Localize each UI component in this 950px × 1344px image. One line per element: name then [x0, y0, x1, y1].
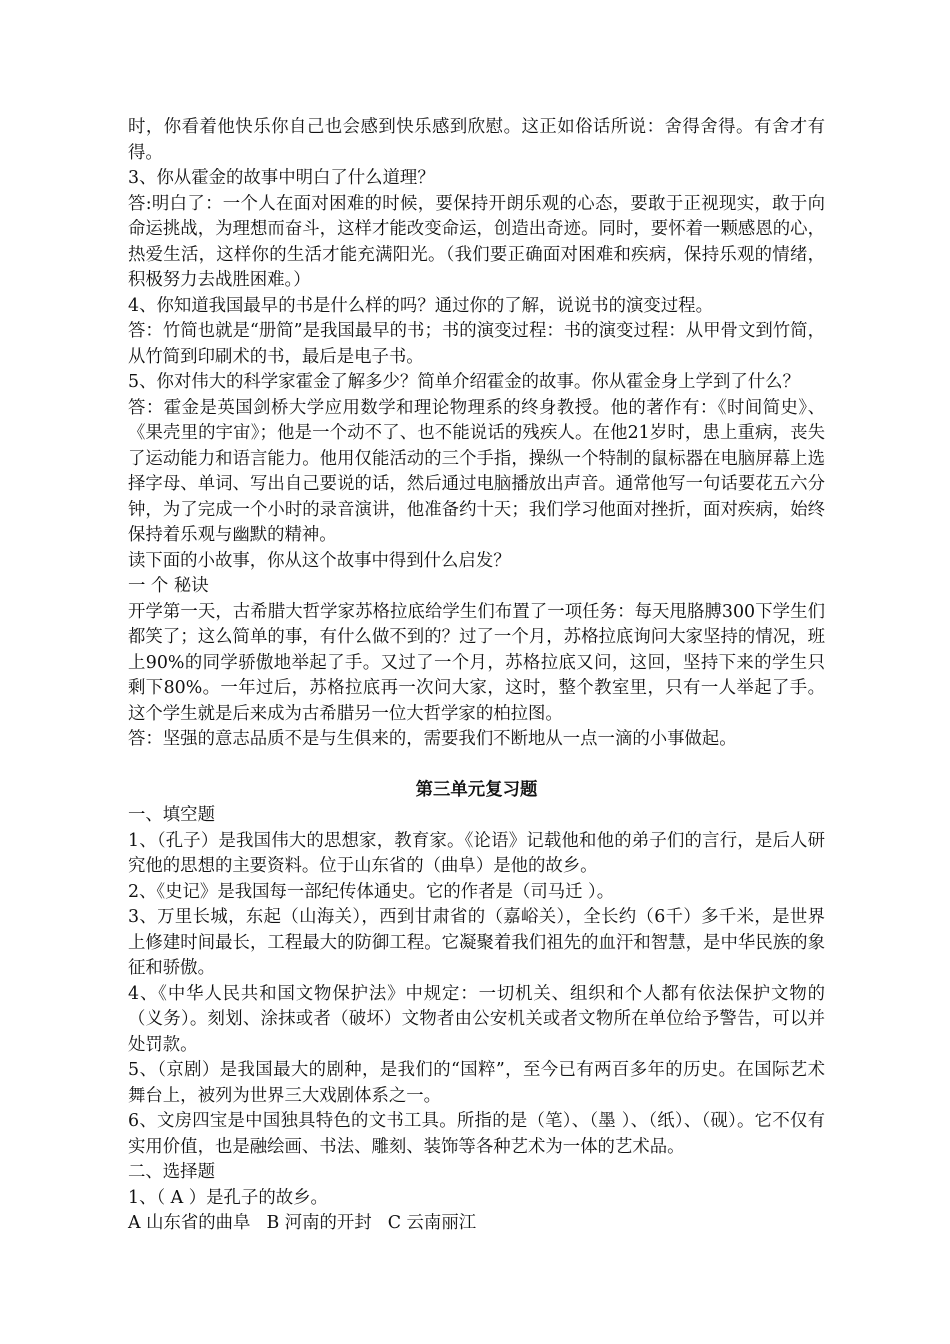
question-4: 4、你知道我国最早的书是什么样的吗？通过你的了解，说说书的演变过程。: [128, 295, 713, 316]
fill-question-3: 3、万里长城，东起（山海关），西到甘肃省的（嘉峪关），全长约（6千）多千米，是世界上修建时间最长，工程最大的防御工程。它凝聚着我们祖先的血汗和智慧，是中华民族的象征和骄傲。: [128, 907, 825, 978]
choice-option-a: A 山东省的曲阜: [128, 1213, 251, 1233]
story-title: 一 个 秘诀: [128, 576, 209, 596]
fill-question-4: 4、《中华人民共和国文物保护法》中规定：一切机关、组织和个人都有依法保护文物的（义务）。刻划、涂抹或者（破坏）文物者由公安机关或者文物所在单位给予警告，可以并处罚款。: [128, 983, 825, 1055]
part-heading: 二、选择题: [128, 1162, 215, 1182]
fill-question-5: 5、（京剧）是我国最大的剧种，是我们的“国粹”，至今已有两百多年的历史。在国际艺术舞台上，被列为世界三大戏剧体系之一。: [128, 1060, 825, 1106]
answer-4: 答：竹简也就是“册简”是我国最早的书；书的演变过程：书的演变过程：从甲骨文到竹简，从竹简到印刷术的书，最后是电子书。: [128, 321, 825, 367]
story-text: 开学第一天，古希腊大哲学家苏格拉底给学生们布置了一项任务：每天甩胳膊300下学生们都笑了；这么简单的事，有什么做不到的？过了一个月，苏格拉底询问大家坚持的情况，班上90%的同学骄傲地举起了手。又过了一个月，苏格拉底又问，这回，坚持下来的学生只剩下80%。一年过后，苏格拉底再一次问大家，这时，整个教室里，只有一人举起了手。这个学生就是后来成为古希腊另一位大哲学家的柏拉图。: [128, 601, 825, 724]
reading-prompt: 读下面的小故事，你从这个故事中得到什么启发？: [128, 550, 511, 571]
story-answer: 答：坚强的意志品质不是与生俱来的，需要我们不断地从一点一滴的小事做起。: [128, 729, 737, 749]
answer-5: 答：霍金是英国剑桥大学应用数学和理论物理系的终身教授。他的著作有：《时间简史》、《果壳里的宇宙》；他是一个动不了、也不能说话的残疾人。在他21岁时，患上重病，丧失了运动能力和语言能力。他用仅能活动的三个手指，操纵一个特制的鼠标器在电脑屏幕上选择字母、单词、写出自己要说的话，然后通过电脑播放出声音。通常他写一句话要花五六分钟，为了完成一个小时的录音演讲，他准备约十天；我们学习他面对挫折，面对疾病，始终保持着乐观与幽默的精神。: [128, 397, 825, 545]
paragraph: 时，你看着他快乐你自己也会感到快乐感到欣慰。这正如俗话所说：舍得舍得。有舍才有得。: [128, 117, 825, 163]
fill-question-6: 6、文房四宝是中国独具特色的文书工具。所指的是（笔）、（墨 ）、（纸）、（砚）。它不仅有实用价值，也是融绘画、书法、雕刻、装饰等各种艺术为一体的艺术品。: [128, 1111, 825, 1157]
section-title: 第三单元复习题: [415, 779, 538, 800]
answer-3: 答:明白了：一个人在面对困难的时候，要保持开朗乐观的心态，要敢于正视现实，敢于向命运挑战，为理想而奋斗，这样才能改变命运，创造出奇迹。同时，要怀着一颗感恩的心，热爱生活，这样你的生活才能充满阳光。（我们要正确面对困难和疾病，保持乐观的情绪，积极努力去战胜困难。）: [128, 193, 825, 290]
part-heading: 一、填空题: [128, 805, 215, 825]
question-5: 5、你对伟大的科学家霍金了解多少？简单介绍霍金的故事。你从霍金身上学到了什么？: [128, 372, 800, 392]
question-3: 3、你从霍金的故事中明白了什么道理？: [128, 168, 435, 188]
choice-option-b: B 河南的开封: [266, 1213, 372, 1233]
document-page: [128, 115, 825, 1237]
choice-options: [128, 1211, 825, 1237]
choice-question-1: 1、（ A ）是孔子的故乡。: [128, 1187, 328, 1208]
fill-question-2: 2、《史记》是我国每一部纪传体通史。它的作者是（司马迁 ）。: [128, 881, 615, 902]
fill-question-1: 1、（孔子）是我国伟大的思想家，教育家。《论语》记载他和他的弟子们的言行，是后人研究他的思想的主要资料。位于山东省的（曲阜）是他的故乡。: [128, 830, 825, 876]
choice-option-c: C 云南丽江: [387, 1213, 477, 1233]
